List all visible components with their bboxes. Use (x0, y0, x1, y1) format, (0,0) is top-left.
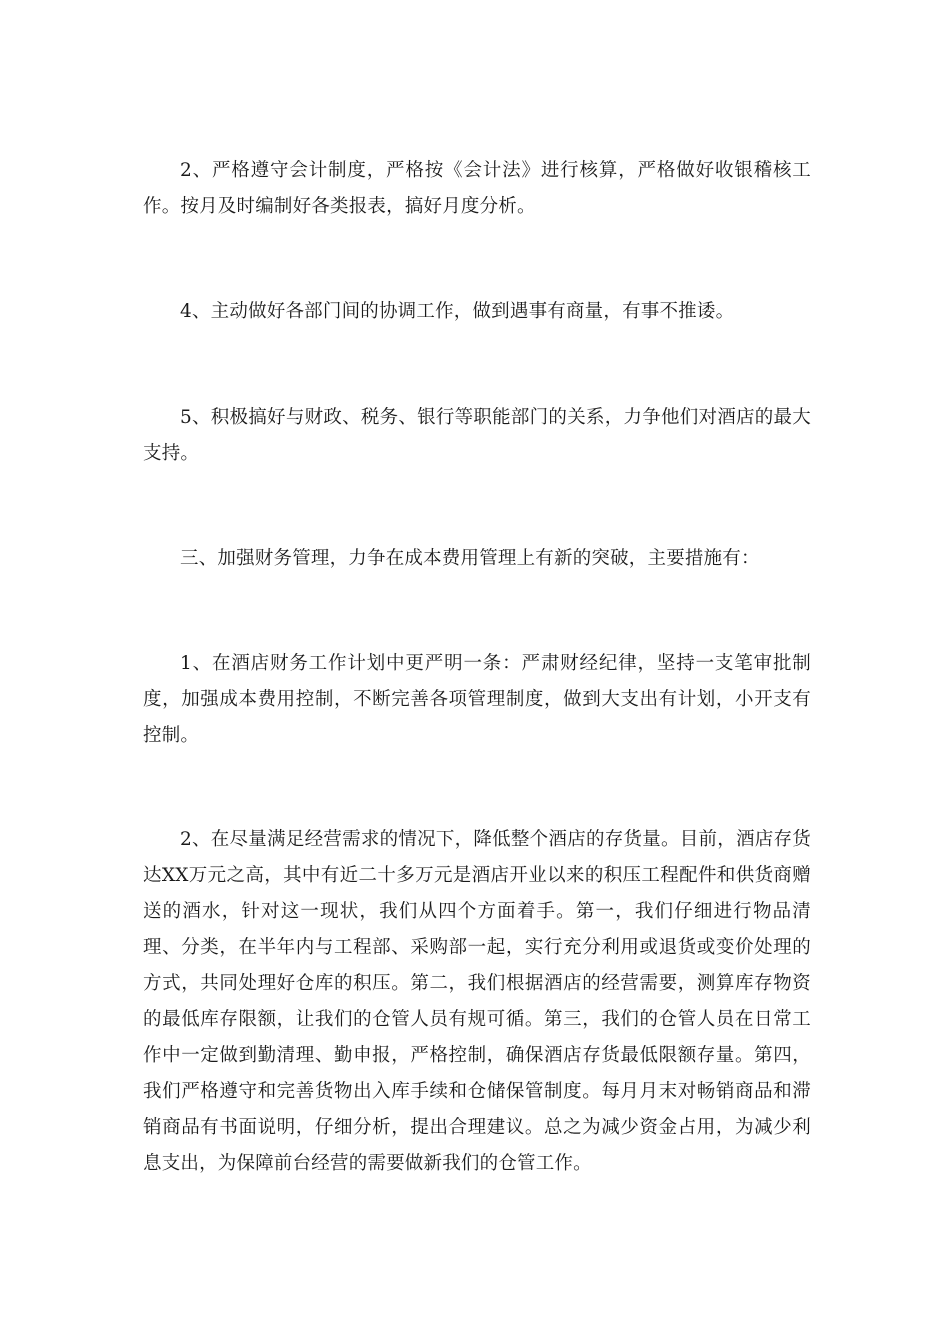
paragraph-inventory-reduction: 2、在尽量满足经营需求的情况下，降低整个酒店的存货量。目前，酒店存货达XX万元之高，其中有近二十多万元是酒店开业以来的积压工程配件和供货商赠送的酒水，针对这一现状，我们从四个方面着手。第一，我们仔细进行物品清理、分类，在半年内与工程部、采购部一起，实行充分利用或退货或变价处理的方式，共同处理好仓库的积压。第二，我们根据酒店的经营需要，测算库存物资的最低库存限额，让我们的仓管人员有规可循。第三，我们的仓管人员在日常工作中一定做到勤清理、勤申报，严格控制，确保酒店存货最低限额存量。第四，我们严格遵守和完善货物出入库手续和仓储保管制度。每月月末对畅销商品和滞销商品有书面说明，仔细分析，提出合理建议。总之为减少资金占用，为减少利息支出，为保障前台经营的需要做新我们的仓管工作。 (143, 829, 811, 1174)
paragraph-coordination: 4、主动做好各部门间的协调工作，做到遇事有商量，有事不推诿。 (180, 301, 735, 322)
paragraph-cost-control: 1、在酒店财务工作计划中更严明一条：严肃财经纪律，坚持一支笔审批制度，加强成本费用控制，不断完善各项管理制度，做到大支出有计划，小开支有控制。 (143, 653, 811, 746)
paragraph-external-relations: 5、积极搞好与财政、税务、银行等职能部门的关系，力争他们对酒店的最大支持。 (143, 407, 811, 464)
paragraph-accounting-rules: 2、严格遵守会计制度，严格按《会计法》进行核算，严格做好收银稽核工作。按月及时编制好各类报表，搞好月度分析。 (143, 160, 811, 217)
section-heading-financial-management: 三、加强财务管理，力争在成本费用管理上有新的突破，主要措施有： (180, 548, 760, 569)
